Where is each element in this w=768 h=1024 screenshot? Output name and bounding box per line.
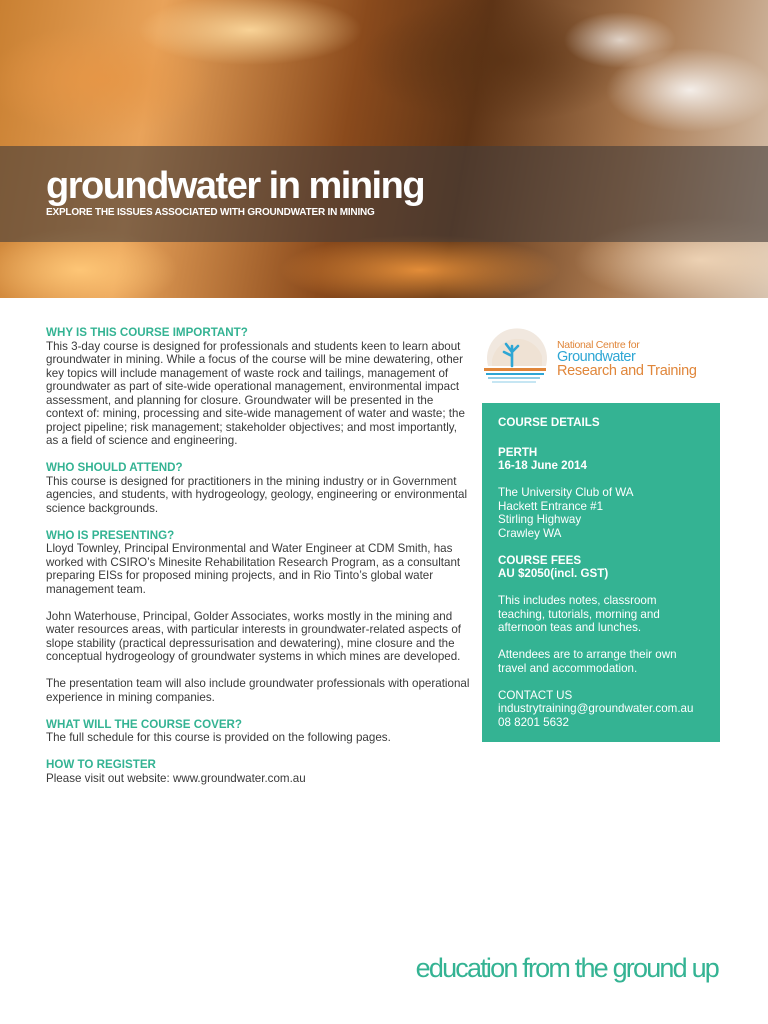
venue-line: Hackett Entrance #1	[498, 499, 604, 513]
section-paragraph: This 3-day course is designed for professionals and students keen to learn about groundwater in mining. While a focus of the course will be mine dewatering, other key topics will include management of waste rock and tailings, management of groundwater as part of site-wide operational management, environmental impact assessment, and planning for closure. Groundwater will be presented in the context of: mining, processing and site-wide management of water and waste; the project pipeline; risk management; stakeholder objectives; and most importantly, as a field of science and engineering.	[46, 339, 465, 447]
section-paragraph: John Waterhouse, Principal, Golder Associates, works mostly in the mining and water resources areas, with particular interests in groundwater-related aspects of slope stability (practical depressurisation and dewatering), mine closure and the conceptual hydrogeology of groundwater systems in which mines are developed.	[46, 609, 461, 663]
logo-line-2: Groundwater	[557, 349, 636, 365]
footer-tagline: education from the ground up	[415, 953, 718, 983]
logo-wordmark	[557, 340, 697, 380]
venue-line: Crawley WA	[498, 526, 562, 540]
section-heading: WHAT WILL THE COURSE COVER?	[46, 717, 243, 731]
includes-line: afternoon teas and lunches.	[498, 621, 642, 634]
section-paragraph: Lloyd Townley, Principal Environmental and Water Engineer at CDM Smith, has worked with CSIRO’s Minesite Rehabilitation Research Program, as a consultant preparing EISs for proposed mining projects, and in Rio Tinto’s global water management team.	[46, 542, 461, 596]
section-heading: WHY IS THIS COURSE IMPORTANT?	[46, 326, 248, 339]
section-paragraph: Please visit out website: www.groundwater.com.au	[46, 771, 306, 785]
venue-line: The University Club of WA	[498, 486, 634, 499]
location-block	[498, 446, 704, 473]
includes-block	[498, 594, 704, 635]
section-course-cover	[46, 718, 470, 745]
page-title: groundwater in mining	[46, 165, 425, 207]
section-why-important	[46, 326, 470, 448]
fees-heading: COURSE FEES	[498, 553, 582, 567]
includes-line: teaching, tutorials, morning and	[498, 607, 660, 621]
course-dates: 16-18 June 2014	[498, 459, 587, 472]
header-water-photo	[0, 0, 768, 298]
logo-emblem-icon	[482, 326, 552, 388]
venue-block	[498, 486, 704, 540]
contact-phone: 08 8201 5632	[498, 715, 569, 729]
ncgrt-logo	[482, 326, 722, 388]
section-paragraph: The presentation team will also include groundwater professionals with operational experience in mining companies.	[46, 677, 470, 704]
accommodation-line: Attendees are to arrange their own	[498, 648, 677, 661]
contact-email-link[interactable]: industrytraining@groundwater.com.au	[498, 702, 694, 715]
course-city: PERTH	[498, 445, 538, 459]
logo-line-1: National Centre for	[557, 339, 640, 351]
section-how-to-register	[46, 758, 470, 785]
contact-block	[498, 689, 704, 730]
accommodation-line: travel and accommodation.	[498, 661, 638, 675]
course-details-box	[482, 403, 720, 742]
section-who-is-presenting	[46, 529, 470, 705]
section-heading: WHO IS PRESENTING?	[46, 528, 175, 542]
section-heading: WHO SHOULD ATTEND?	[46, 461, 183, 474]
includes-line: This includes notes, classroom	[498, 594, 657, 607]
logo-line-3: Research and Training	[557, 363, 697, 379]
fees-amount: AU $2050(incl. GST)	[498, 567, 609, 580]
course-details-heading: COURSE DETAILS	[498, 416, 600, 429]
contact-heading: CONTACT US	[498, 688, 573, 702]
main-content	[46, 326, 470, 799]
accommodation-block	[498, 648, 704, 675]
fees-block	[498, 554, 704, 581]
section-paragraph: The full schedule for this course is provided on the following pages.	[46, 731, 391, 744]
page-subtitle: EXPLORE THE ISSUES ASSOCIATED WITH GROUNDWATER IN MINING	[46, 207, 375, 218]
venue-line: Stirling Highway	[498, 513, 582, 526]
section-who-should-attend	[46, 461, 470, 515]
section-heading: HOW TO REGISTER	[46, 758, 156, 771]
section-paragraph: This course is designed for practitioners in the mining industry or in Government agencies, and students, with hydrogeology, geology, engineering or environmental science backgrounds.	[46, 474, 468, 515]
